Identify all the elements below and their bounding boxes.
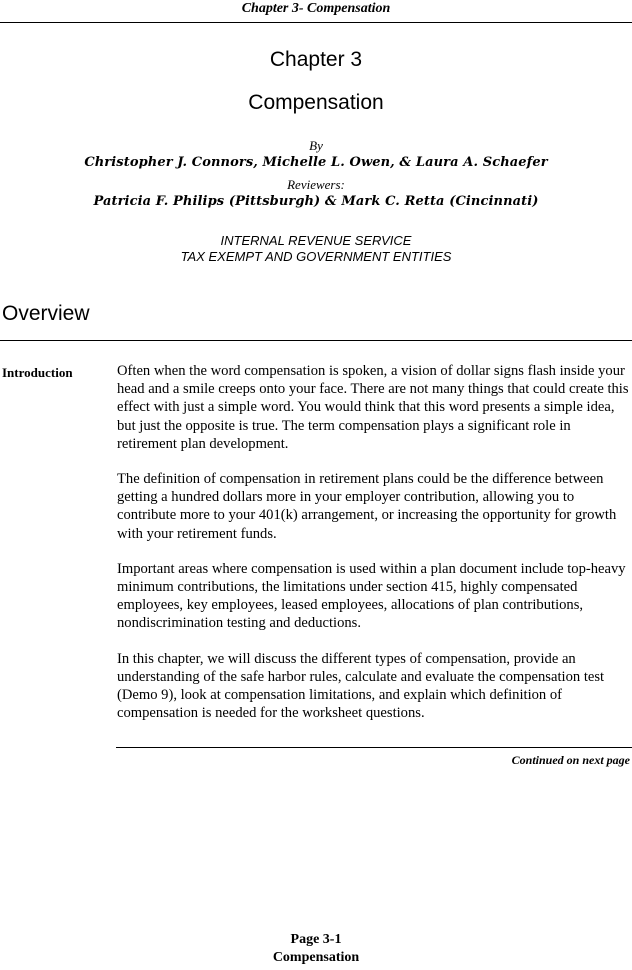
introduction-body [117,362,629,739]
continuation-divider [116,747,632,748]
block-label-introduction: Introduction [2,365,73,380]
paragraph: In this chapter, we will discuss the different types of compensation, provide an understanding of the safe harbor rules, calculate and evaluate the compensation test (Demo 9), look at compensation limitations, and explain which definition of compensation is needed for the worksheet questions. [117,650,605,722]
section-divider [0,340,632,341]
reviewers: Patricia F. Philips (Pittsburgh) & Mark C. Retta (Cincinnati) [93,194,539,209]
footer-page-number: Page 3-1 [290,932,342,947]
section-heading: Overview [2,302,90,325]
continued-note: Continued on next page [511,753,630,767]
running-head: Chapter 3- Compensation [241,1,391,16]
footer-title: Compensation [272,950,360,965]
paragraph: The definition of compensation in retirement plans could be the difference between getting a hundred dollars more in your employer contribution, allowing you to contribute more to your 401(k) arrangement, or increasing the opportunity for growth with your retirement funds. [117,471,617,542]
chapter-subtitle: Compensation [248,91,384,114]
by-label: By [309,138,323,153]
header-divider [0,22,632,23]
agency-line-2: TAX EXEMPT AND GOVERNMENT ENTITIES [180,249,452,264]
paragraph: Important areas where compensation is used within a plan document include top-heavy minimum contributions, the limitations under section 415, highly compensated employees, key employees, leased employees, allocations of plan contributions, nondiscrimination testing and deductions. [117,560,626,632]
authors: Christopher J. Connors, Michelle L. Owen, & Laura A. Schaefer [84,155,548,170]
agency-line-1: INTERNAL REVENUE SERVICE [220,233,412,248]
chapter-title: Chapter 3 [269,48,363,71]
reviewers-label: Reviewers: [287,177,345,192]
paragraph: Often when the word compensation is spoken, a vision of dollar signs flash inside your head and a smile creeps onto your face. There are not many things that could create this effect with just a simple word. You would think that this word presents a simple idea, but just the opposite is true. The term compensation plays a significant role in retirement plan development. [117,363,629,452]
